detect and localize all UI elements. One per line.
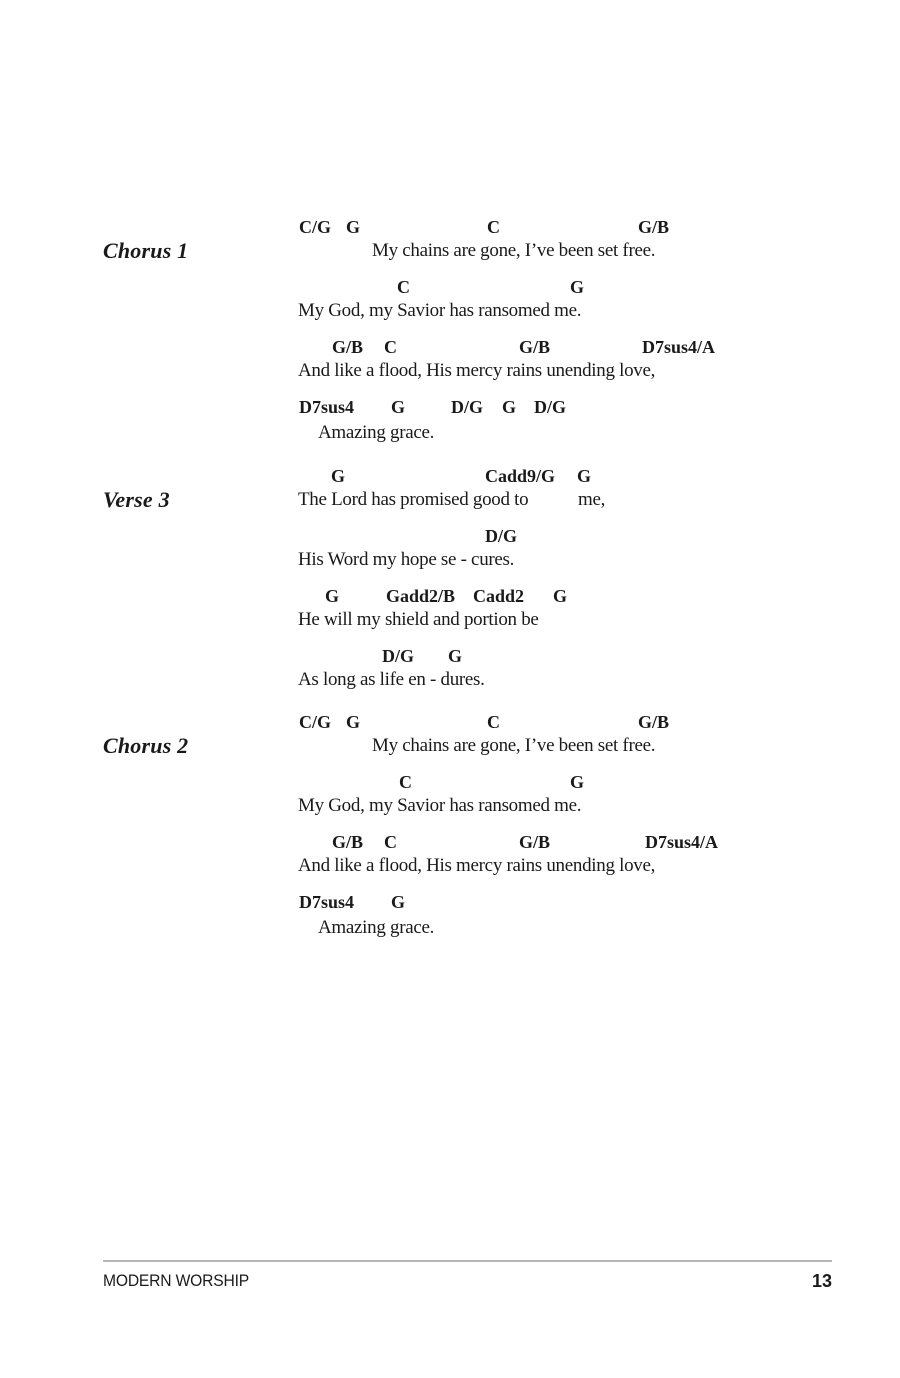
chord: D/G xyxy=(451,397,484,417)
chord: C xyxy=(487,712,500,732)
chord: D7sus4 xyxy=(299,397,355,417)
chord: G xyxy=(570,772,585,792)
chord: G/B xyxy=(638,217,670,237)
chord: D7sus4 xyxy=(299,892,355,912)
chord: G/B xyxy=(519,337,551,357)
section-label-chorus-1: Chorus 1 xyxy=(103,238,189,263)
footer-book-title: MODERN WORSHIP xyxy=(103,1271,250,1290)
chord: Cadd9/G xyxy=(485,466,556,486)
chord: C/G xyxy=(299,217,332,237)
chord: D/G xyxy=(534,397,567,417)
chord: D/G xyxy=(382,646,415,666)
lyric-line: My God, my Savior has ransomed me. xyxy=(298,795,582,816)
chord: G/B xyxy=(519,832,551,852)
chord: Gadd2/B xyxy=(386,586,456,606)
lyric-line: As long as life en - dures. xyxy=(298,669,485,690)
chord: G xyxy=(553,586,568,606)
page-number: 13 xyxy=(811,1271,832,1291)
chord: G xyxy=(577,466,592,486)
chord: G xyxy=(448,646,463,666)
lyric-line: My God, my Savior has ransomed me. xyxy=(298,300,582,321)
chord: G xyxy=(331,466,346,486)
lyric-line: And like a flood, His mercy rains unending love, xyxy=(298,855,656,876)
chord: D7sus4/A xyxy=(645,832,719,852)
chord: C xyxy=(399,772,412,792)
lyric-line: And like a flood, His mercy rains unending love, xyxy=(298,360,656,381)
chord: G/B xyxy=(332,832,364,852)
chord: G xyxy=(325,586,340,606)
chord: G xyxy=(346,217,361,237)
chord: G/B xyxy=(332,337,364,357)
chord: C xyxy=(384,832,397,852)
chord: G xyxy=(346,712,361,732)
lyric-line: My chains are gone, I’ve been set free. xyxy=(372,735,656,756)
chord: G xyxy=(391,892,406,912)
chord: D7sus4/A xyxy=(642,337,716,357)
lyric-line: He will my shield and portion be xyxy=(298,609,539,630)
section-label-chorus-2: Chorus 2 xyxy=(103,733,189,758)
chord: C xyxy=(397,277,410,297)
chord: C xyxy=(487,217,500,237)
section-label-verse-3: Verse 3 xyxy=(103,487,170,512)
chord: Cadd2 xyxy=(473,586,525,606)
chord: G xyxy=(570,277,585,297)
chord: G xyxy=(391,397,406,417)
lyric-line: Amazing grace. xyxy=(318,917,435,938)
lyric-line: The Lord has promised good to xyxy=(298,489,529,510)
chord: C/G xyxy=(299,712,332,732)
lyric-line: My chains are gone, I’ve been set free. xyxy=(372,240,656,261)
lyric-line-tail: me, xyxy=(578,489,606,510)
lyric-line: Amazing grace. xyxy=(318,422,435,443)
footer-divider xyxy=(103,1260,832,1262)
chord: G xyxy=(502,397,517,417)
chord: G/B xyxy=(638,712,670,732)
lyric-line: His Word my hope se - cures. xyxy=(298,549,515,570)
chord: D/G xyxy=(485,526,518,546)
chord: C xyxy=(384,337,397,357)
